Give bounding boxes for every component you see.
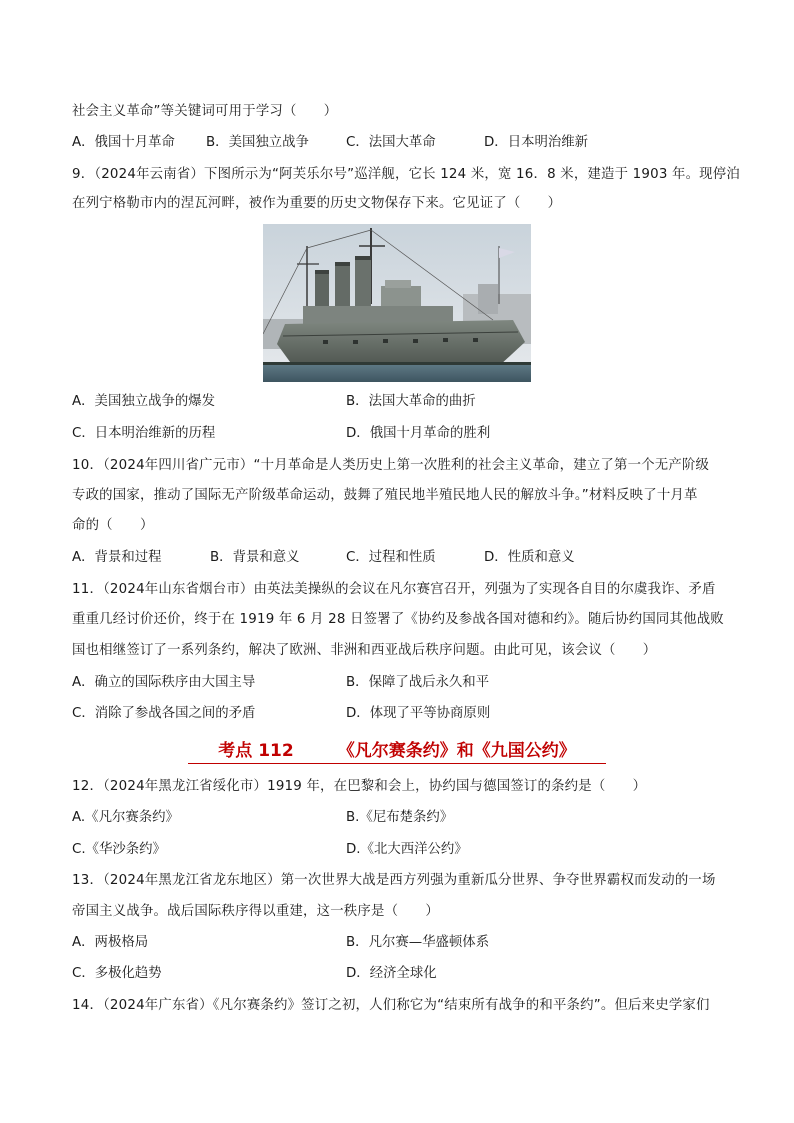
q9-stem-line1: 9．（2024年云南省）下图所示为“阿芙乐尔号”巡洋舰，它长 124 米，宽 16．8 米，建造于 1903 年。现停泊 xyxy=(72,167,740,182)
q12-option-c: C.《华沙条约》 xyxy=(72,842,166,857)
q11-option-b: B．保障了战后永久和平 xyxy=(346,675,490,690)
section-heading-label: 考点 112 xyxy=(218,741,294,761)
q13-option-b: B．凡尔赛—华盛顿体系 xyxy=(346,935,490,950)
q10-stem-line2: 专政的国家，推动了国际无产阶级革命运动，鼓舞了殖民地半殖民地人民的解放斗争。”材料反映了十月革 xyxy=(72,488,698,503)
q9-option-d: D．俄国十月革命的胜利 xyxy=(346,426,491,441)
q14-stem-line1: 14．（2024年广东省）《凡尔赛条约》签订之初，人们称它为“结束所有战争的和平条约”。但后来史学家们 xyxy=(72,998,710,1013)
section-heading xyxy=(0,740,794,762)
q13-option-d: D．经济全球化 xyxy=(346,966,437,981)
section-heading-title: 《凡尔赛条约》和《九国公约》 xyxy=(337,741,576,761)
q13-option-a: A．两极格局 xyxy=(72,935,149,950)
q9-option-b: B．法国大革命的曲折 xyxy=(346,394,476,409)
q13-stem-line2: 帝国主义战争。战后国际秩序得以重建，这一秩序是（ ） xyxy=(72,904,439,919)
q10-option-a: A．背景和过程 xyxy=(72,550,162,565)
q11-option-a: A．确立的国际秩序由大国主导 xyxy=(72,675,256,690)
aurora-cruiser-photo xyxy=(263,224,531,382)
q8-option-c: C．法国大革命 xyxy=(346,135,436,150)
q9-option-a: A．美国独立战争的爆发 xyxy=(72,394,216,409)
q10-option-b: B．背景和意义 xyxy=(210,550,300,565)
q11-option-c: C．消除了参战各国之间的矛盾 xyxy=(72,706,256,721)
q9-option-c: C．日本明治维新的历程 xyxy=(72,426,216,441)
q11-stem-line1: 11．（2024年山东省烟台市）由英法美操纵的会议在凡尔赛宫召开，列强为了实现各自目的尔虞我诈、矛盾 xyxy=(72,582,716,597)
q9-stem-line2: 在列宁格勒市内的涅瓦河畔，被作为重要的历史文物保存下来。它见证了（ ） xyxy=(72,196,562,211)
q8-option-d: D．日本明治维新 xyxy=(484,135,589,150)
q8-option-a: A．俄国十月革命 xyxy=(72,135,175,150)
section-heading-underline xyxy=(188,763,606,764)
q10-option-c: C．过程和性质 xyxy=(346,550,436,565)
q12-option-a: A.《凡尔赛条约》 xyxy=(72,810,179,825)
q10-option-d: D．性质和意义 xyxy=(484,550,575,565)
q13-option-c: C．多极化趋势 xyxy=(72,966,162,981)
q11-stem-line3: 国也相继签订了一系列条约，解决了欧洲、非洲和西亚战后秩序问题。由此可见，该会议（ ） xyxy=(72,643,657,658)
q12-option-b: B.《尼布楚条约》 xyxy=(346,810,454,825)
q10-stem-line3: 命的（ ） xyxy=(72,518,154,533)
q10-stem-line1: 10．（2024年四川省广元市）“十月革命是人类历史上第一次胜利的社会主义革命，建立了第一个无产阶级 xyxy=(72,458,710,473)
q11-option-d: D．体现了平等协商原则 xyxy=(346,706,491,721)
q8-stem-tail: 社会主义革命”等关键词可用于学习（ ） xyxy=(72,104,338,119)
q12-stem-line1: 12．（2024年黑龙江省绥化市）1919 年，在巴黎和会上，协约国与德国签订的条约是（ ） xyxy=(72,779,647,794)
q13-stem-line1: 13．（2024年黑龙江省龙东地区）第一次世界大战是西方列强为重新瓜分世界、争夺世界霸权而发动的一场 xyxy=(72,873,716,888)
q11-stem-line2: 重重几经讨价还价，终于在 1919 年 6 月 28 日签署了《协约及参战各国对德和约》。随后协约国同其他战败 xyxy=(72,612,724,627)
q12-option-d: D.《北大西洋公约》 xyxy=(346,842,468,857)
q8-option-b: B．美国独立战争 xyxy=(206,135,309,150)
